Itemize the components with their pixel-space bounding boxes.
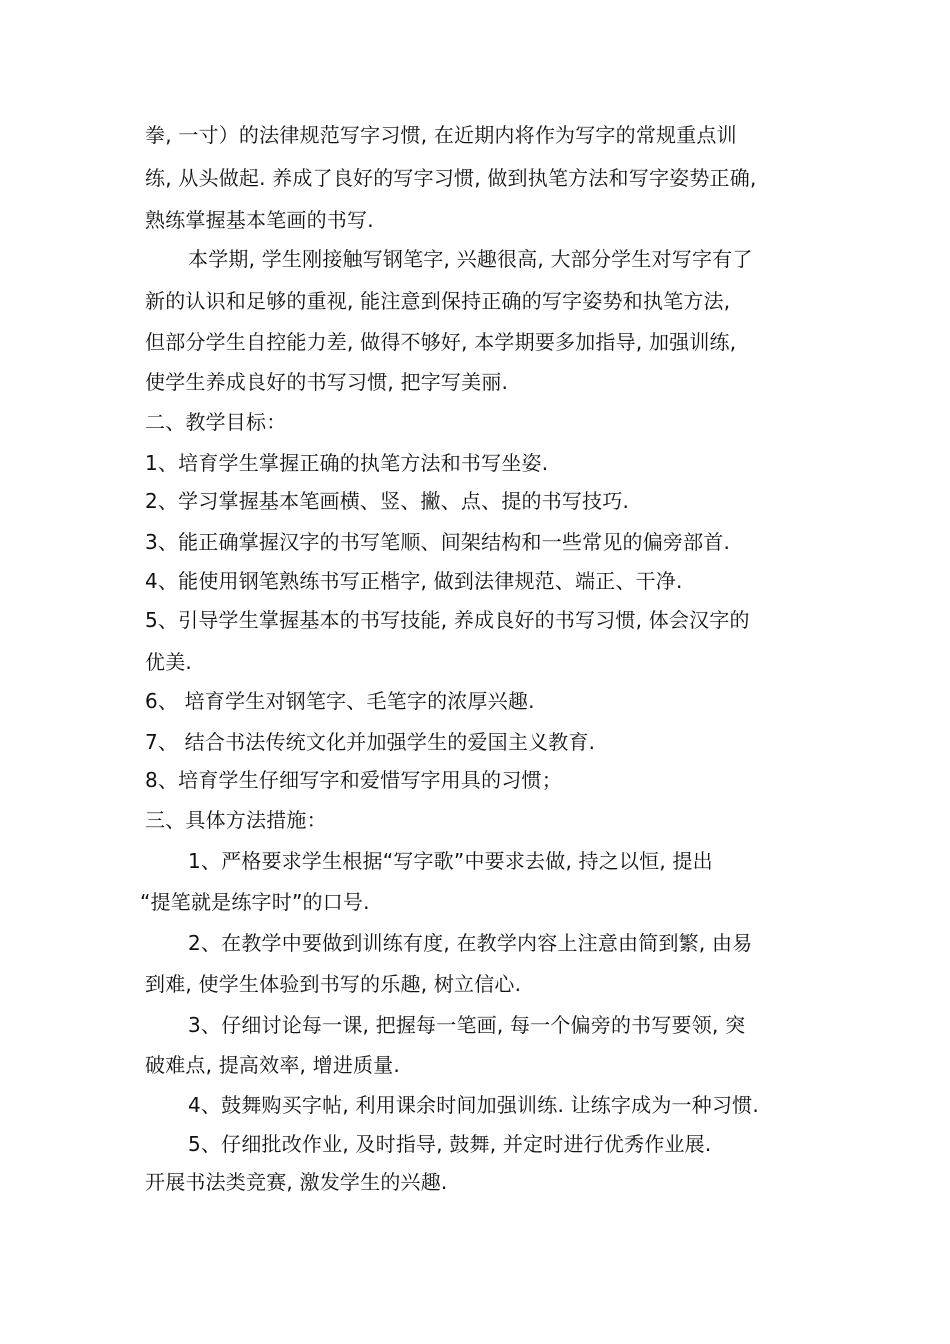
section-goals-heading: 二、教学目标： [145,410,287,434]
goal-item-2: 2、学习掌握基本笔画横、竖、撇、点、提的书写技巧. [145,489,630,513]
situation-line-4: 使学生养成良好的书写习惯, 把字写美丽. [145,370,509,394]
method-1-line-2: “提笔就是练字时”的口号. [140,890,370,914]
goal-item-3: 3、能正确掌握汉字的书写笔顺、间架结构和一些常见的偏旁部首. [145,530,731,554]
goal-item-6: 6、 培育学生对钢笔字、毛笔字的浓厚兴趣. [145,689,535,713]
situation-line-3: 但部分学生自控能力差, 做得不够好, 本学期要多加指导, 加强训练, [145,330,737,354]
method-5-line-2: 开展书法类竞赛, 激发学生的兴趣. [145,1170,448,1194]
goal-item-4: 4、能使用钢笔熟练书写正楷字, 做到法律规范、端正、干净. [145,569,683,593]
goal-item-7: 7、 结合书法传统文化并加强学生的爱国主义教育. [145,730,596,754]
intro-line-3: 熟练掌握基本笔画的书写. [145,208,374,232]
intro-line-2: 练, 从头做起. 养成了良好的写字习惯, 做到执笔方法和写字姿势正确, [145,166,757,190]
situation-line-1: 本学期, 学生刚接触写钢笔字, 兴趣很高, 大部分学生对写字有了 [188,247,753,271]
method-3-line-2: 破难点, 提高效率, 增进质量. [145,1053,400,1077]
intro-line-1: 拳, 一寸）的法律规范写字习惯, 在近期内将作为写字的常规重点训 [145,123,737,147]
method-3-line-1: 3、仔细讨论每一课, 把握每一笔画, 每一个偏旁的书写要领, 突 [188,1013,746,1037]
goal-item-5: 5、引导学生掌握基本的书写技能, 养成良好的书写习惯, 体会汉字的 [145,608,750,632]
method-2-line-1: 2、在教学中要做到训练有度, 在教学内容上注意由简到繁, 由易 [188,931,753,955]
goal-item-5-cont: 优美. [145,650,192,674]
method-1-line-1: 1、严格要求学生根据“写字歌”中要求去做, 持之以恒, 提出 [188,849,713,873]
method-2-line-2: 到难, 使学生体验到书写的乐趣, 树立信心. [145,972,522,996]
goal-item-8: 8、培育学生仔细写字和爱惜写字用具的习惯； [145,768,562,792]
goal-item-1: 1、培育学生掌握正确的执笔方法和书写坐姿. [145,451,549,475]
method-4-line-1: 4、鼓舞购买字帖, 利用课余时间加强训练. 让练字成为一种习惯. [188,1093,759,1117]
situation-line-2: 新的认识和足够的重视, 能注意到保持正确的写字姿势和执笔方法, [145,289,731,313]
method-5-line-1: 5、仔细批改作业, 及时指导, 鼓舞, 并定时进行优秀作业展. [188,1132,712,1156]
section-methods-heading: 三、具体方法措施： [145,808,327,832]
